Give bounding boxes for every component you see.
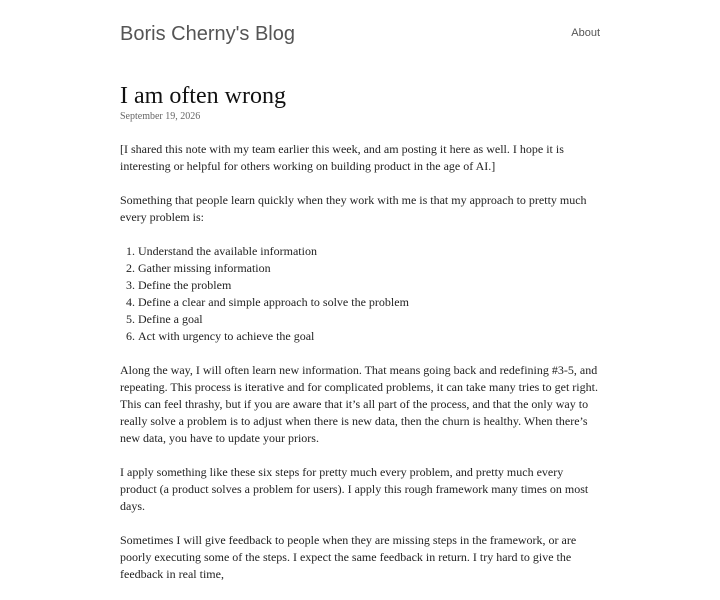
post-title: I am often wrong <box>120 83 286 109</box>
site-title-link[interactable]: Boris Cherny's Blog <box>120 23 295 45</box>
post-body <box>120 141 602 583</box>
feedback-paragraph: Sometimes I will give feedback to people when they are missing steps in the framework, or are poorly executing some of the steps. I expect the same feedback in return. I try hard to give the feedback in real time, <box>120 533 577 581</box>
iteration-paragraph: Along the way, I will often learn new information. That means going back and redefining #3-5, and repeating. This process is iterative and for complicated problems, it can take many tries to get right. This can feel thrashy, but if you are aware that it’s all part of the process, and that the only way to really solve a problem is to adjust when there is new data, then the churn is healthy. When there’s new data, you have to update your priors. <box>120 363 598 445</box>
list-item: 3. Define the problem <box>138 277 602 294</box>
list-item: 1. Understand the available information <box>138 243 602 260</box>
approach-paragraph: Something that people learn quickly when they work with me is that my approach to pretty much every problem is: <box>120 193 587 224</box>
nav-about-link[interactable]: About <box>571 27 600 39</box>
list-item: 6. Act with urgency to achieve the goal <box>138 328 602 345</box>
steps-list <box>120 243 602 345</box>
post-date: September 19, 2026 <box>120 111 201 122</box>
framework-paragraph: I apply something like these six steps for pretty much every problem, and pretty much every product (a product solves a problem for users). I apply this rough framework many times on most days. <box>120 465 589 513</box>
list-item: 2. Gather missing information <box>138 260 602 277</box>
list-item: 4. Define a clear and simple approach to solve the problem <box>138 294 602 311</box>
site-header <box>120 21 600 47</box>
blog-post <box>120 82 602 600</box>
intro-paragraph: [I shared this note with my team earlier this week, and am posting it here as well. I hope it is interesting or helpful for others working on building product in the age of AI.] <box>120 142 564 173</box>
list-item: 5. Define a goal <box>138 311 602 328</box>
